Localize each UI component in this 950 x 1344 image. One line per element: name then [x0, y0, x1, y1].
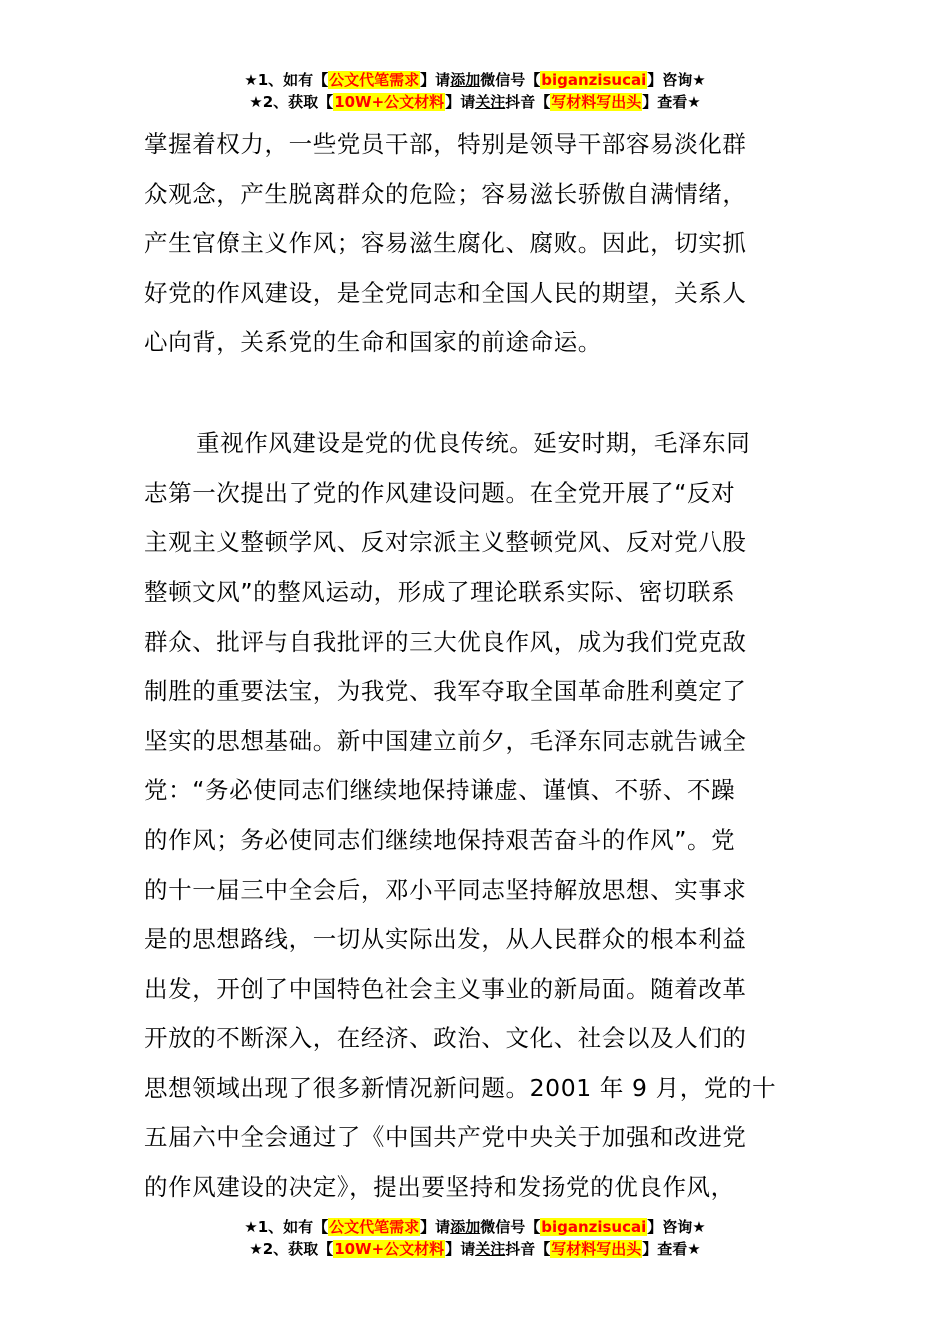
banner-line-1: ★1、如有【公文代笔需求】请添加微信号【biganzisucai】咨询★	[244, 1218, 706, 1236]
header-banner	[0, 69, 950, 113]
body-line: 出发，开创了中国特色社会主义事业的新局面。随着改革	[144, 975, 747, 1003]
banner-highlight-service: 公文代笔需求	[329, 1218, 420, 1236]
banner-line-2: ★2、获取【10W+公文材料】请关注抖音【写材料写出头】查看★	[249, 1240, 701, 1258]
body-line: 主观主义整顿学风、反对宗派主义整顿党风、反对党八股	[144, 528, 747, 556]
banner-line-2: ★2、获取【10W+公文材料】请关注抖音【写材料写出头】查看★	[249, 93, 701, 111]
body-line: 党：“务必使同志们继续地保持谦虚、谨慎、不骄、不躁	[144, 776, 736, 804]
body-line: 掌握着权力，一些党员干部，特别是领导干部容易淡化群	[144, 130, 747, 158]
body-line: 制胜的重要法宝，为我党、我军夺取全国革命胜利奠定了	[144, 677, 747, 705]
banner-highlight-service: 公文代笔需求	[329, 71, 420, 89]
body-line: 产生官僚主义作风；容易滋生腐化、腐败。因此，切实抓	[144, 229, 747, 257]
body-line: 众观念，产生脱离群众的危险；容易滋长骄傲自满情绪，	[144, 180, 747, 208]
banner-highlight-wechat-id: biganzisucai	[541, 71, 647, 89]
body-line: 心向背，关系党的生命和国家的前途命运。	[144, 328, 602, 356]
banner-highlight-materials: 10W+公文材料	[334, 93, 445, 111]
body-line: 是的思想路线，一切从实际出发，从人民群众的根本利益	[144, 925, 747, 953]
banner-highlight-douyin: 写材料写出头	[551, 93, 642, 111]
body-line: 思想领域出现了很多新情况新问题。2001 年 9 月，党的十	[144, 1074, 777, 1102]
banner-highlight-douyin: 写材料写出头	[551, 1240, 642, 1258]
body-line: 志第一次提出了党的作风建设问题。在全党开展了“反对	[144, 479, 736, 507]
footer-banner	[0, 1216, 950, 1260]
body-line: 坚实的思想基础。新中国建立前夕，毛泽东同志就告诫全	[144, 727, 747, 755]
banner-highlight-materials: 10W+公文材料	[334, 1240, 445, 1258]
body-line: 的作风；务必使同志们继续地保持艰苦奋斗的作风”。党	[144, 826, 736, 854]
paragraph-first-line: 重视作风建设是党的优良传统。延安时期，毛泽东同	[196, 429, 751, 457]
banner-line-1: ★1、如有【公文代笔需求】请添加微信号【biganzisucai】咨询★	[244, 71, 706, 89]
banner-highlight-wechat-id: biganzisucai	[541, 1218, 647, 1236]
body-line: 五届六中全会通过了《中国共产党中央关于加强和改进党	[144, 1123, 747, 1151]
body-line: 群众、批评与自我批评的三大优良作风，成为我们党克敌	[144, 628, 747, 656]
body-line: 的十一届三中全会后，邓小平同志坚持解放思想、实事求	[144, 876, 747, 904]
body-line: 开放的不断深入，在经济、政治、文化、社会以及人们的	[144, 1024, 747, 1052]
body-line: 的作风建设的决定》，提出要坚持和发扬党的优良作风，	[144, 1173, 735, 1201]
body-line: 整顿文风”的整风运动，形成了理论联系实际、密切联系	[144, 578, 736, 606]
body-line: 好党的作风建设，是全党同志和全国人民的期望，关系人	[144, 279, 747, 307]
